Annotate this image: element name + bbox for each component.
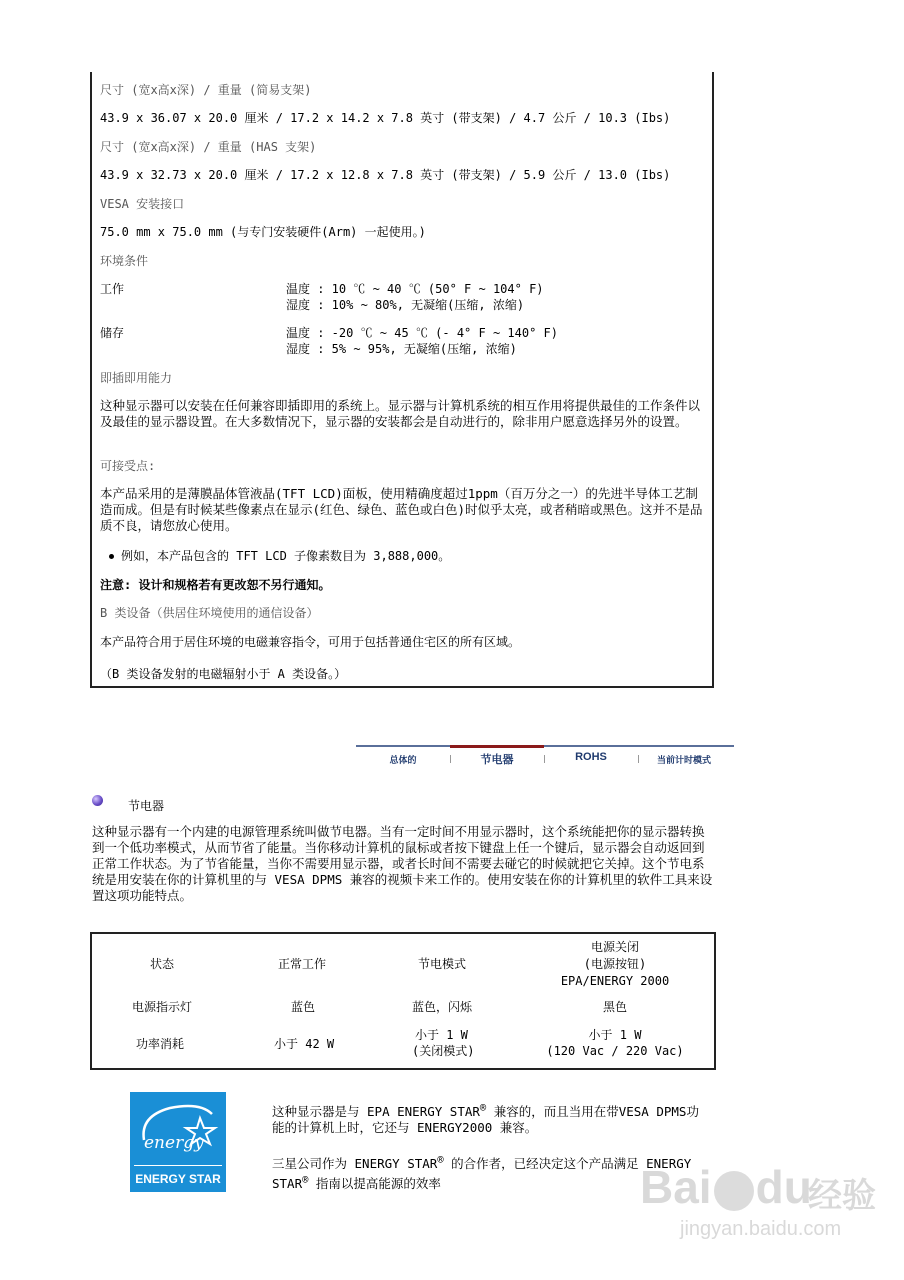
table-header-poweroff: 电源关闭 [590,940,639,954]
table-cell-power-normal: 小于 42 W [274,1037,335,1051]
tab-powersaver[interactable]: 节电器 [480,754,514,766]
energy-p1-a: 这种显示器是与 EPA ENERGY STAR [272,1104,480,1120]
logo-divider [134,1165,222,1166]
pnp-label: 即插即用能力 [100,371,173,385]
powersaver-title: 节电器 [128,799,165,813]
dim-has-value: 43.9 x 32.73 x 20.0 厘米 / 17.2 x 12.8 x 7.8 英寸 (带支架) / 5.9 公斤 / 13.0 (Ibs) [100,168,671,182]
energy-paragraph-1 [272,1100,704,1136]
energy-p2-b: 的合作者，已经决定这个产品满足 ENERGY STAR [272,1156,692,1192]
operating-temp: 温度 : 10 ℃ ~ 40 ℃ (50° F ~ 104° F) [286,282,544,296]
dim-has-label: 尺寸 (宽x高x深) / 重量 (HAS 支架) [100,140,317,154]
section-tab-bar [356,745,734,767]
storage-humidity: 湿度 : 5% ~ 95%, 无凝缩(压缩, 浓缩) [286,342,517,356]
notice-text: 注意: 设计和规格若有更改恕不另行通知。 [100,578,331,592]
table-cell-power-off-1: 小于 1 W [588,1028,642,1042]
powersaver-text: 这种显示器有一个内建的电源管理系统叫做节电器。当有一定时间不用显示器时，这个系统能把你的显示器转换到一个低功率模式，从而节省了能量。当你移动计算机的鼠标或者按下键盘上任一个键后，显示器会自动返回到正常工作状态。为了节省能量，当你不需要用显示器，或者长时间不需要去碰它的时候就把它关掉。这个节电系统是用安装在你的计算机里的与 VESA DPMS 兼容的视频卡来工作的。使用安装在你的计算机里的软件工具来设置这项功能特点。 [92,824,713,903]
storage-temp: 温度 : -20 ℃ ~ 45 ℃ (- 4° F ~ 140° F) [286,326,558,340]
dim-simple-value: 43.9 x 36.07 x 20.0 厘米 / 17.2 x 14.2 x 7.8 英寸 (带支架) / 4.7 公斤 / 10.3 (Ibs) [100,111,671,125]
table-cell-indicator-label: 电源指示灯 [132,1000,193,1014]
energy-star-label: ENERGY STAR [135,1172,221,1186]
table-header-normal: 正常工作 [278,957,327,971]
pixel-label: 可接受点: [100,459,156,473]
classb-label: B 类设备（供居住环境使用的通信设备） [100,606,319,620]
energy-p2-c: 指南以提高能源的效率 [308,1176,441,1192]
table-cell-power-label: 功率消耗 [136,1037,185,1051]
operating-label: 工作 [100,282,125,296]
tab-general[interactable]: 总体的 [389,755,417,765]
reg-mark: ® [302,1174,309,1187]
pnp-text: 这种显示器可以安装在任何兼容即插即用的系统上。显示器与计算机系统的相互作用将提供最佳的工作条件以及最佳的显示器设置。在大多数情况下，显示器的安装都会是自动进行的，除非用户愿意选择另外的设置。 [100,398,701,429]
watermark-cn: 经验 [808,1177,876,1215]
energy-p2-a: 三星公司作为 ENERGY STAR [272,1156,438,1172]
energy-p1-b: 兼容的，而且当用在带VESA DPMS功能的计算机上时，它还与 ENERGY2000 兼容。 [272,1104,699,1136]
table-cell-power-save-1: 小于 1 W [415,1028,468,1042]
classb-text: 本产品符合用于居住环境的电磁兼容指令，可用于包括普通住宅区的所有区域。 [100,635,521,649]
operating-humidity: 湿度 : 10% ~ 80%, 无凝缩(压缩, 浓缩) [286,298,525,312]
table-header-poweroff-sub1: (电源按钮) [583,957,647,971]
energy-star-swoosh-icon [130,1096,226,1168]
bullet-dot [109,554,114,559]
tab-rohs[interactable]: ROHS [575,751,607,763]
watermark-brand [640,1160,812,1214]
bullet-sphere-icon [92,795,103,806]
table-cell-indicator-off: 黑色 [602,1000,627,1014]
table-header-powersave: 节电模式 [418,957,467,971]
tab-underline [356,745,450,747]
watermark-brand-1: Bai [640,1161,712,1213]
classb-note: （B 类设备发射的电磁辐射小于 A 类设备。） [100,667,347,681]
pixel-text: 本产品采用的是薄膜晶体管液晶(TFT LCD)面板，使用精确度超过1ppm（百万分之一）的先进半导体工艺制造而成。但是有时候某些像素点在显示(红色、绿色、蓝色或白色)时似乎太亮，或者稍暗或黑色。这并不是品质不良，请您放心使用。 [100,486,703,533]
tab-active-indicator [450,745,544,748]
table-cell-indicator-save: 蓝色，闪烁 [412,1000,473,1014]
env-label: 环境条件 [100,254,149,268]
storage-label: 储存 [100,326,125,340]
dim-simple-label: 尺寸 (宽x高x深) / 重量 (简易支架) [100,83,312,97]
watermark-brand-2: du [755,1161,812,1213]
spec-panel [90,72,714,688]
energy-star-logo [130,1092,226,1192]
reg-mark: ® [479,1102,487,1114]
table-cell-power-save-2: (关闭模式) [412,1044,475,1058]
energy-script: energy [144,1133,204,1153]
table-cell-power-off-2: (120 Vac / 220 Vac) [546,1044,684,1058]
tab-underline [544,745,734,747]
paw-icon [714,1171,754,1211]
table-header-poweroff-sub2: EPA/ENERGY 2000 [560,974,670,988]
table-header-state: 状态 [150,957,175,971]
watermark-url: jingyan.baidu.com [680,1218,842,1240]
table-cell-indicator-normal: 蓝色 [291,1000,316,1014]
vesa-label: VESA 安装接口 [100,197,185,211]
vesa-value: 75.0 mm x 75.0 mm (与专门安装硬件(Arm) 一起使用。) [100,225,426,239]
tab-timing-modes[interactable]: 当前计时模式 [656,755,711,765]
reg-mark: ® [437,1154,444,1166]
pixel-bullet-text: 例如，本产品包含的 TFT LCD 子像素数目为 3,888,000。 [121,549,451,563]
